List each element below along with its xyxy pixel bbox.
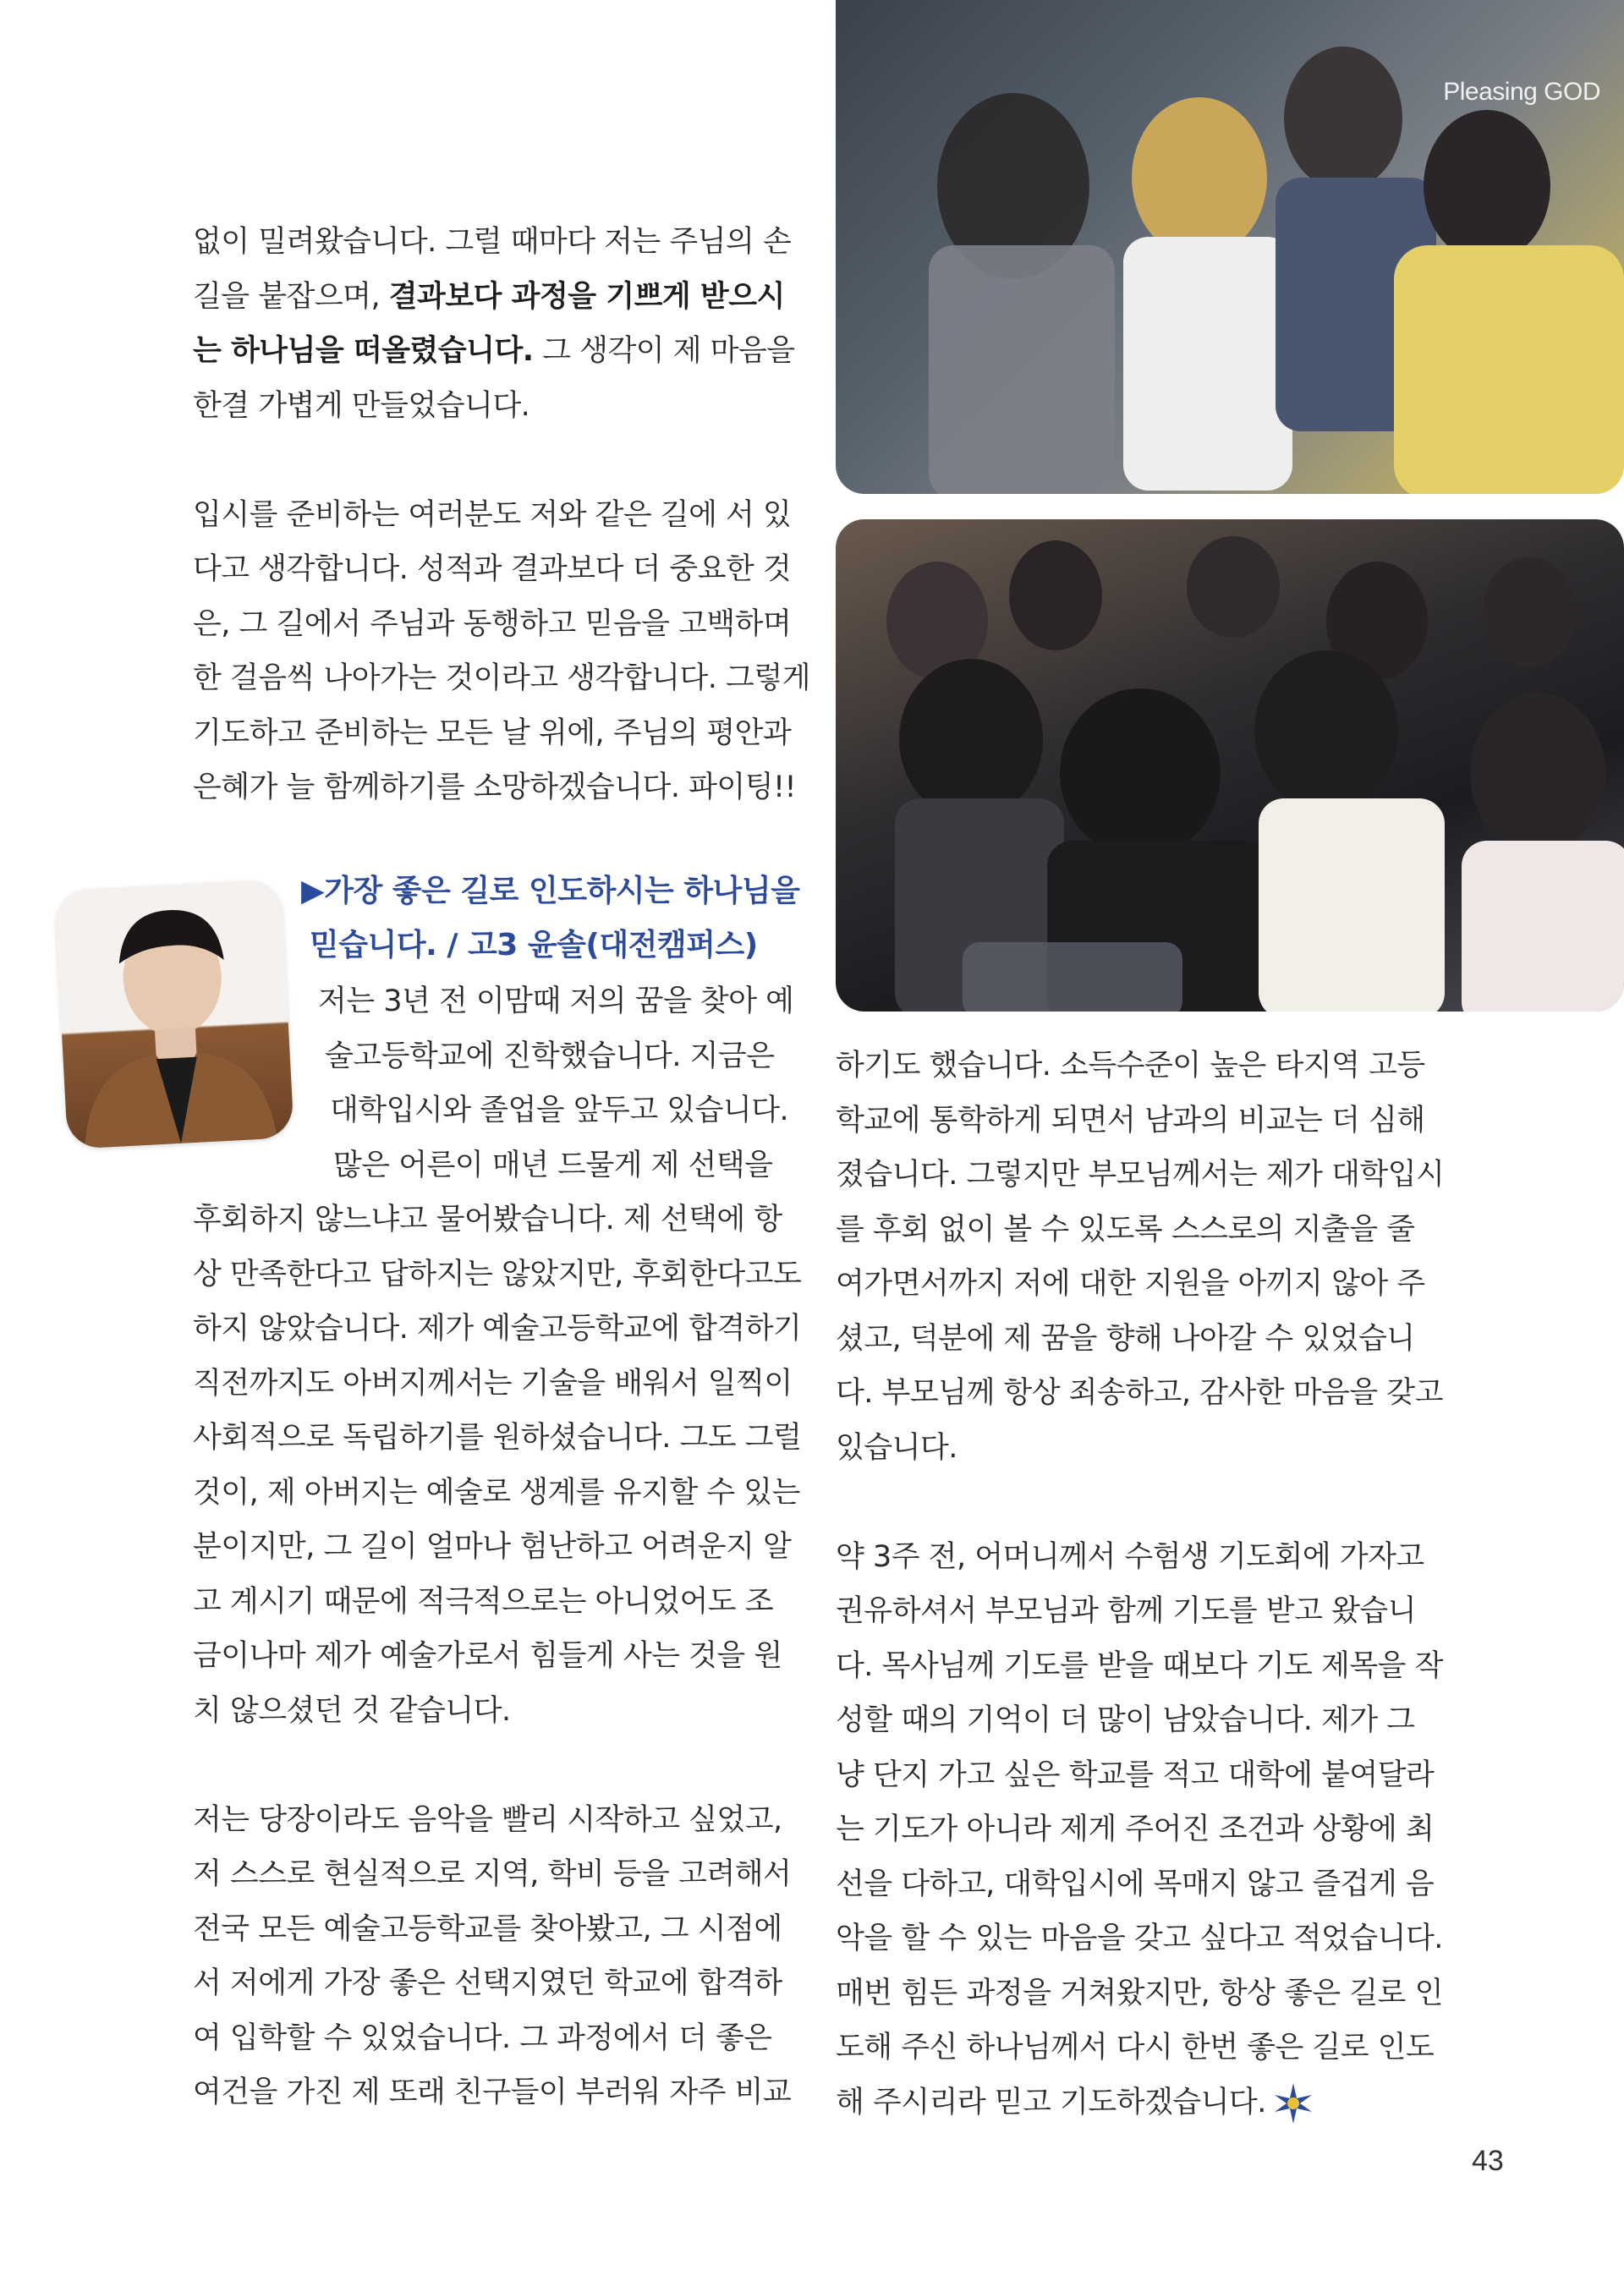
text-line: 하지 않았습니다. 제가 예술고등학교에 합격하기 <box>193 1312 802 1346</box>
student-portrait-illustration <box>54 879 294 1149</box>
text-line: 다. 목사님께 기도를 받을 때보다 기도 제목을 작 <box>836 1648 1443 1683</box>
text-line: 하기도 했습니다. 소득수준이 높은 타지역 고등 <box>836 1049 1425 1083</box>
text-line: 고 계시기 때문에 적극적으로는 아니었어도 조 <box>193 1584 774 1619</box>
text-line: 은, 그 길에서 주님과 동행하고 믿음을 고백하며 <box>193 606 792 641</box>
text-line: 도해 주신 하나님께서 다시 한번 좋은 길로 인도 <box>836 2031 1435 2064</box>
page-number: 43 <box>1472 2145 1504 2177</box>
text-line: 저 스스로 현실적으로 지역, 학비 등을 고려해서 <box>193 1857 792 1891</box>
text-line: 기도하고 준비하는 모든 날 위에, 주님의 평안과 <box>193 716 792 750</box>
text-line: 것이, 제 아버지는 예술로 생계를 유지할 수 있는 <box>193 1475 800 1510</box>
text-segment: 길을 붙잡으며, <box>193 279 389 314</box>
text-line: 한결 가볍게 만들었습니다. <box>193 388 530 423</box>
text-line: 한 걸음씩 나아가는 것이라고 생각합니다. 그렇게 <box>193 661 810 695</box>
left-column <box>193 215 810 815</box>
text-segment: 그 생각이 제 마음을 <box>533 334 795 368</box>
text-line: 저는 당장이라도 음악을 빨리 시작하고 싶었고, <box>193 1802 782 1837</box>
students-praying-photo <box>836 519 1624 1012</box>
text-line: 서 저에게 가장 좋은 선택지였던 학교에 합격하 <box>193 1966 782 2000</box>
text-line: 없이 밀려왔습니다. 그럴 때마다 저는 주님의 손 <box>193 225 792 259</box>
text-line: 셨고, 덕분에 제 꿈을 향해 나아갈 수 있었습니 <box>836 1321 1415 1356</box>
text-line: 많은 어른이 매년 드물게 제 선택을 <box>333 1148 773 1182</box>
prayer-photo-illustration <box>836 0 1624 494</box>
text-line: 권유하셔서 부모님과 함께 기도를 받고 왔습니 <box>836 1594 1417 1628</box>
text-line: 는 기도가 아니라 제게 주어진 조건과 상황에 최 <box>836 1812 1435 1846</box>
heading-line: 믿습니다. / 고3 윤솔(대전캠퍼스) <box>310 928 758 962</box>
heading-text: 가장 좋은 길로 인도하시는 하나님을 <box>324 874 800 908</box>
emphasis-text: 는 하나님을 떠올렸습니다. <box>193 334 534 368</box>
text-line: 치 않으셨던 것 같습니다. <box>193 1693 511 1728</box>
text-line: 분이지만, 그 길이 얼마나 험난하고 어려운지 알 <box>193 1530 792 1564</box>
text-line: 은혜가 늘 함께하기를 소망하겠습니다. 파이팅!! <box>193 770 797 804</box>
starburst-end-icon <box>1271 2081 1315 2125</box>
prayer-photo <box>836 0 1624 494</box>
right-column <box>836 1039 1445 2130</box>
indented-paragraph <box>318 974 794 1193</box>
text-line: 약 3주 전, 어머니께서 수험생 기도회에 가자고 <box>836 1539 1424 1574</box>
text-line: 여건을 가진 제 또래 친구들이 부러워 자주 비교 <box>193 2075 792 2109</box>
text-line: 입시를 준비하는 여러분도 저와 같은 길에 서 있 <box>193 497 792 532</box>
text-line: 상 만족한다고 답하지는 않았지만, 후회한다고도 <box>193 1257 802 1291</box>
photo-watermark: Pleasing GOD <box>1443 78 1600 106</box>
closing-text: 해 주시리라 믿고 기도하겠습니다. <box>836 2085 1266 2119</box>
text-line: 저는 3년 전 이맘때 저의 꿈을 찾아 예 <box>318 984 794 1018</box>
text-line: 있습니다. <box>836 1430 957 1465</box>
text-line <box>193 324 795 379</box>
text-line: 여 입학할 수 있었습니다. 그 과정에서 더 좋은 <box>193 2021 772 2055</box>
text-line: 술고등학교에 진학했습니다. 지금은 <box>325 1039 775 1073</box>
text-line: 사회적으로 독립하기를 원하셨습니다. 그도 그럴 <box>193 1421 802 1455</box>
text-line: 전국 모든 예술고등학교를 찾아봤고, 그 시점에 <box>193 1911 782 1946</box>
text-line: 매번 힘든 과정을 거쳐왔지만, 항상 좋은 길로 인 <box>836 1976 1443 2010</box>
text-line: 를 후회 없이 볼 수 있도록 스스로의 지출을 줄 <box>836 1212 1415 1247</box>
students-praying-illustration <box>836 519 1624 1012</box>
text-line <box>836 2075 1433 2130</box>
text-line: 금이나마 제가 예술가로서 힘들게 사는 것을 원 <box>193 1639 782 1673</box>
text-line: 여가면서까지 저에 대한 지원을 아끼지 않아 주 <box>836 1267 1425 1301</box>
text-line: 졌습니다. 그렇지만 부모님께서는 제가 대학입시 <box>836 1158 1445 1192</box>
text-line: 냥 단지 가고 싶은 학교를 적고 대학에 붙여달라 <box>836 1757 1435 1792</box>
student-portrait <box>54 879 294 1149</box>
heading-line <box>301 864 799 918</box>
text-line: 후회하지 않느냐고 물어봤습니다. 제 선택에 항 <box>193 1203 782 1236</box>
triangle-marker-icon: ▶ <box>301 874 325 908</box>
text-line: 학교에 통학하게 되면서 남과의 비교는 더 심해 <box>836 1103 1425 1138</box>
text-line: 대학입시와 졸업을 앞두고 있습니다. <box>330 1094 789 1127</box>
left-column-lower <box>193 1193 802 2120</box>
emphasis-text: 결과보다 과정을 기쁘게 받으시 <box>388 279 785 314</box>
text-line: 악을 할 수 있는 마음을 갖고 싶다고 적었습니다. <box>836 1922 1443 1955</box>
text-line: 다고 생각합니다. 성적과 결과보다 더 중요한 것 <box>193 552 792 586</box>
text-line: 다. 부모님께 항상 죄송하고, 감사한 마음을 갖고 <box>836 1376 1443 1410</box>
text-line <box>193 270 785 325</box>
text-line: 성할 때의 기억이 더 많이 남았습니다. 제가 그 <box>836 1703 1415 1737</box>
text-line: 선을 다하고, 대학입시에 목매지 않고 즐겁게 음 <box>836 1867 1435 1901</box>
text-line: 직전까지도 아버지께서는 기술을 배워서 일찍이 <box>193 1366 793 1401</box>
testimony-heading <box>301 864 799 973</box>
